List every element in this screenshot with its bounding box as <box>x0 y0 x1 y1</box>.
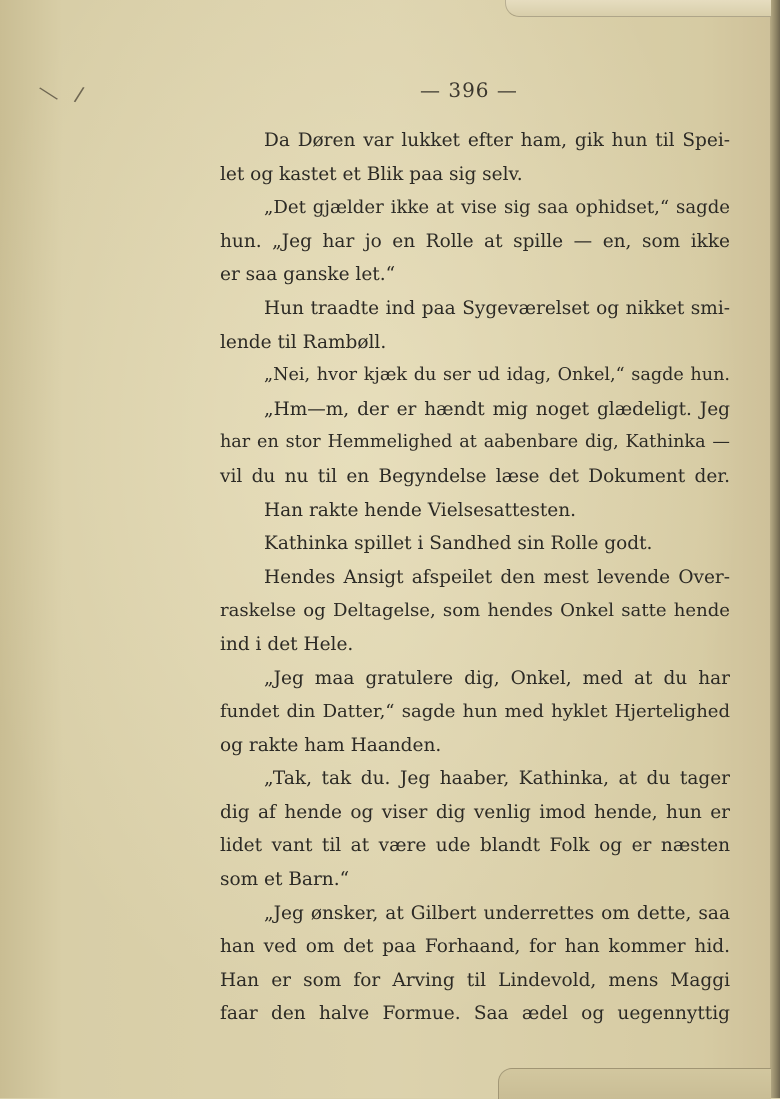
text-line: Hun traadte ind paa Sygeværelset og nikket smi- <box>264 297 730 319</box>
text-line: Han rakte hende Vielsesattesten. <box>264 499 577 521</box>
page-number: — 396 — <box>420 78 518 102</box>
text-line: „Jeg maa gratulere dig, Onkel, med at du har <box>264 667 730 689</box>
text-line: ind i det Hele. <box>220 633 354 655</box>
text-line: „Hm—m, der er hændt mig noget glædeligt. Jeg <box>264 398 730 420</box>
text-line: dig af hende og viser dig venlig imod hende, hun er <box>220 801 730 823</box>
text-line: „Jeg ønsker, at Gilbert underrettes om dette, saa <box>264 902 730 924</box>
next-page-corner-bottom <box>498 1068 771 1099</box>
text-line: Hendes Ansigt afspeilet den mest levende Over- <box>264 566 730 588</box>
text-line: har en stor Hemmelighed at aabenbare dig, Kathinka — <box>220 432 730 453</box>
text-line: han ved om det paa Forhaand, for han kommer hid. <box>220 936 730 958</box>
text-line: „Nei, hvor kjæk du ser ud idag, Onkel,“ sagde hun. <box>264 365 730 386</box>
text-line: „Det gjælder ikke at vise sig saa ophidset,“ sagde <box>264 197 730 219</box>
margin-mark: ╲ <box>39 82 58 105</box>
text-line: er saa ganske let.“ <box>220 264 396 286</box>
margin-mark: / <box>73 81 86 107</box>
text-line: „Tak, tak du. Jeg haaber, Kathinka, at du tager <box>264 768 730 790</box>
text-line: fundet din Datter,“ sagde hun med hyklet Hjertelighed <box>220 701 730 723</box>
text-line: faar den halve Formue. Saa ædel og uegennyttig <box>220 1003 730 1025</box>
text-line: og rakte ham Haanden. <box>220 734 442 756</box>
text-line: som et Barn.“ <box>220 869 350 891</box>
text-line: lidet vant til at være ude blandt Folk og er næsten <box>220 835 730 857</box>
text-line: let og kastet et Blik paa sig selv. <box>220 163 523 185</box>
text-line: Han er som for Arving til Lindevold, mens Maggi <box>220 969 730 991</box>
body-text <box>220 124 730 1031</box>
text-line: Kathinka spillet i Sandhed sin Rolle godt. <box>264 533 653 555</box>
text-line: vil du nu til en Begyndelse læse det Dokument der. <box>220 465 730 487</box>
text-line: raskelse og Deltagelse, som hendes Onkel satte hende <box>220 600 730 622</box>
page-edge-shadow <box>770 0 780 1098</box>
text-line: lende til Rambøll. <box>220 331 387 353</box>
next-page-corner-top <box>505 0 771 17</box>
text-line: hun. „Jeg har jo en Rolle at spille — en, som ikke <box>220 230 730 252</box>
text-line: Da Døren var lukket efter ham, gik hun til Spei- <box>264 130 730 151</box>
